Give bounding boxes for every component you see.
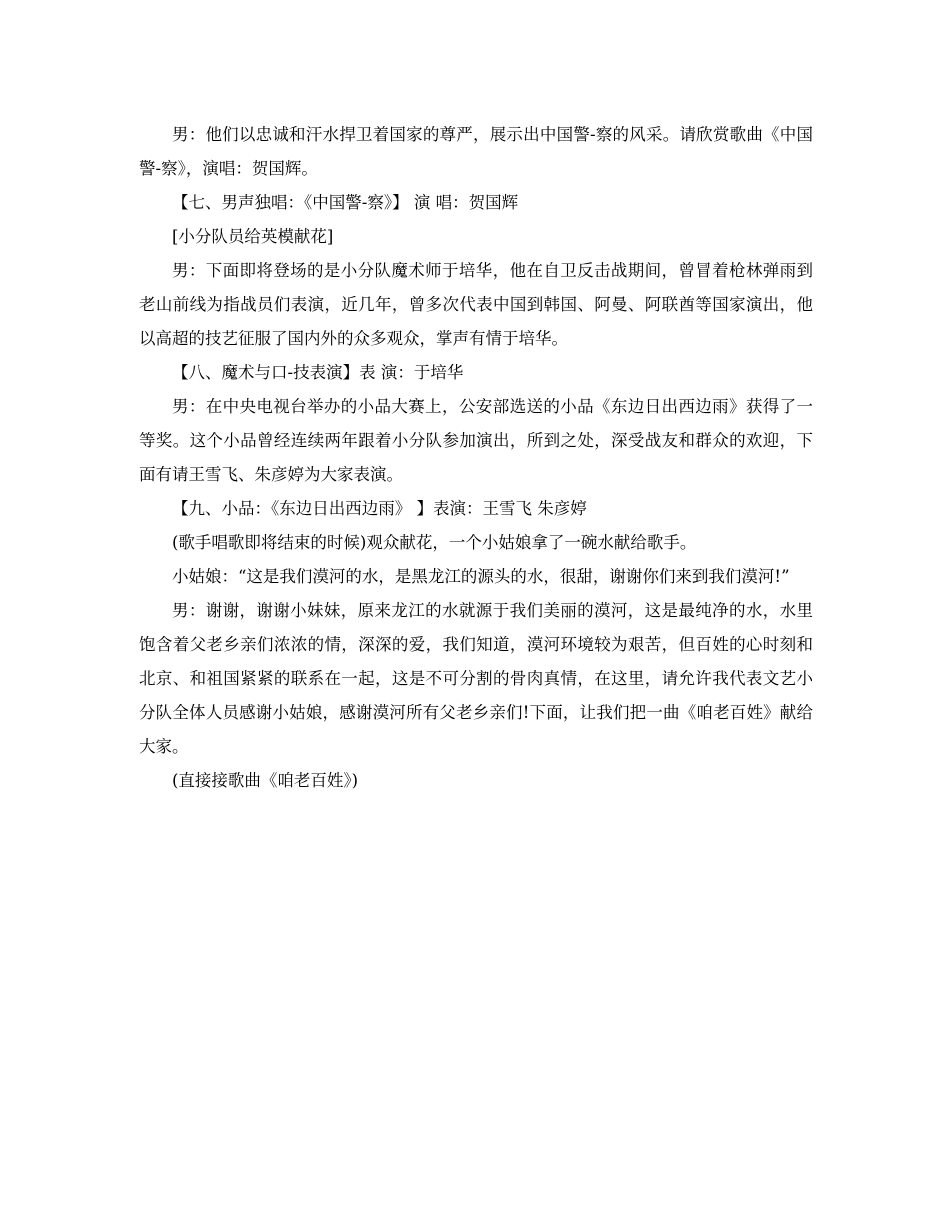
- paragraph-3: [小分队员给英模献花]: [172, 227, 334, 246]
- paragraph-5: 【八、魔术与口-技表演】表 演：于培华: [172, 363, 464, 382]
- paragraph-10: 男：谢谢，谢谢小妹妹，原来龙江的水就源于我们美丽的漠河，这是最纯净的水，水里饱含着父老乡亲们浓浓的情，深深的爱，我们知道，漠河环境较为艰苦，但百姓的心时刻和北京、和祖国紧紧的联系在一起，这是不可分割的骨肉真情，在这里，请允许我代表文艺小分队全体人员感谢小姑娘，感谢漠河所有父老乡亲们!下面，让我们把一曲《咱老百姓》献给大家。: [139, 601, 813, 756]
- paragraph-11: (直接接歌曲《咱老百姓》): [172, 771, 359, 790]
- paragraph-1: 男：他们以忠诚和汗水捍卫着国家的尊严，展示出中国警-察的风采。请欣赏歌曲《中国警-察》，演唱：贺国辉。: [139, 125, 813, 178]
- paragraph-4: 男：下面即将登场的是小分队魔术师于培华，他在自卫反击战期间，曾冒着枪林弹雨到老山前线为指战员们表演，近几年，曾多次代表中国到韩国、阿曼、阿联酋等国家演出，他以高超的技艺征服了国内外的众多观众，掌声有情于培华。: [139, 261, 813, 348]
- paragraph-7: 【九、小品：《东边日出西边雨》 】表演：王雪飞 朱彦婷: [172, 499, 587, 518]
- paragraph-9: 小姑娘：“这是我们漠河的水，是黑龙江的源头的水，很甜，谢谢你们来到我们漠河!”: [172, 567, 790, 586]
- document-page: [139, 118, 813, 798]
- paragraph-8: (歌手唱歌即将结束的时候)观众献花，一个小姑娘拿了一碗水献给歌手。: [172, 533, 697, 552]
- paragraph-2: 【七、男声独唱：《中国警-察》】 演 唱：贺国辉: [172, 193, 519, 212]
- paragraph-6: 男：在中央电视台举办的小品大赛上，公安部选送的小品《东边日出西边雨》获得了一等奖。这个小品曾经连续两年跟着小分队参加演出，所到之处，深受战友和群众的欢迎，下面有请王雪飞、朱彦婷为大家表演。: [139, 397, 813, 484]
